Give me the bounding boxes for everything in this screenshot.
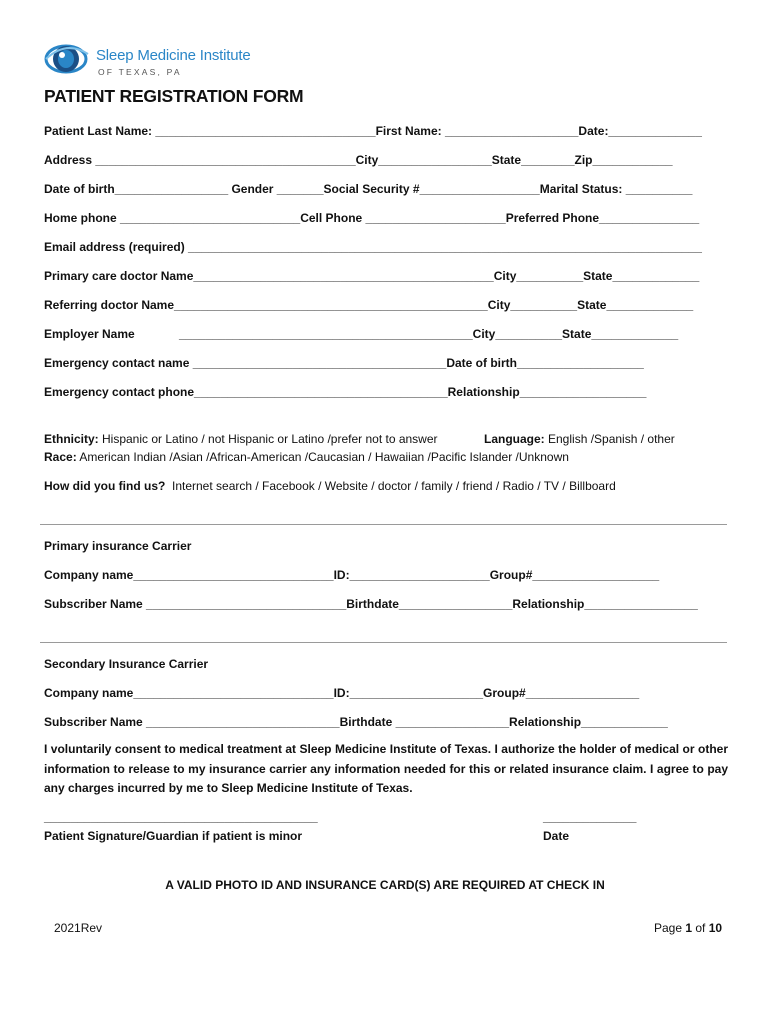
- date-label: Date: [543, 829, 570, 843]
- secondary-company-row[interactable]: Company name______________________________ID:____________________Group#_________________: [44, 686, 640, 700]
- language-row: [484, 432, 675, 446]
- patient-name-row[interactable]: Patient Last Name: _________________________________First Name: ____________________Date:______________: [44, 124, 702, 138]
- signature-line[interactable]: _________________________________________: [44, 810, 318, 824]
- logo-subtitle: OF TEXAS, PA: [98, 67, 182, 77]
- language-options[interactable]: English /Spanish / other: [544, 432, 675, 446]
- page-of: of: [692, 921, 709, 935]
- eye-logo-icon: [44, 42, 92, 76]
- secondary-insurance-heading: Secondary Insurance Carrier: [44, 657, 209, 671]
- primary-insurance-heading: Primary insurance Carrier: [44, 539, 192, 553]
- employer-label: Employer Name: [44, 327, 135, 341]
- revision-label: 2021Rev: [54, 921, 103, 935]
- consent-paragraph: I voluntarily consent to medical treatment at Sleep Medicine Institute of Texas. I authorize the holder of medical or other information to release to my insurance carrier any information needed for this or related insurance claim. I agree to pay any charges incurred by me to Sleep Medicine Institute of Texas.: [44, 742, 728, 795]
- primary-company-row[interactable]: Company name______________________________ID:_____________________Group#___________________: [44, 568, 660, 582]
- page-prefix: Page: [654, 921, 686, 935]
- referral-source-row: [44, 479, 616, 493]
- page-number: [654, 921, 722, 935]
- employer-field[interactable]: ____________________________________________City__________State_____________: [179, 327, 679, 341]
- ethnicity-options[interactable]: Hispanic or Latino / not Hispanic or Latino /prefer not to answer: [98, 432, 438, 446]
- ethnicity-row: [44, 432, 438, 446]
- page-current: 1: [685, 921, 693, 935]
- page-total: 10: [708, 921, 723, 935]
- ethnicity-label: Ethnicity:: [44, 432, 99, 446]
- referral-source-options[interactable]: Internet search / Facebook / Website / doctor / family / friend / Radio / TV / Billboard: [165, 479, 616, 493]
- emergency-contact-name-row[interactable]: Emergency contact name ______________________________________Date of birth___________________: [44, 356, 644, 370]
- primary-subscriber-row[interactable]: Subscriber Name ______________________________Birthdate_________________Relationship_________________: [44, 597, 698, 611]
- referring-doctor-row[interactable]: Referring doctor Name_______________________________________________City__________State_____________: [44, 298, 694, 312]
- form-title: PATIENT REGISTRATION FORM: [44, 86, 304, 106]
- divider-line: [40, 524, 727, 525]
- emergency-contact-phone-row[interactable]: Emergency contact phone______________________________________Relationship___________________: [44, 385, 647, 399]
- date-line[interactable]: ______________: [543, 810, 637, 824]
- address-row[interactable]: Address _______________________________________City_________________State________Zip____________: [44, 153, 673, 167]
- signature-label: Patient Signature/Guardian if patient is minor: [44, 829, 303, 843]
- language-label: Language:: [484, 432, 545, 446]
- divider-line: [40, 642, 727, 643]
- secondary-subscriber-row[interactable]: Subscriber Name _____________________________Birthdate _________________Relationship_____________: [44, 715, 668, 729]
- dob-row[interactable]: Date of birth_________________ Gender _______Social Security #__________________Marital Status: __________: [44, 182, 693, 196]
- email-row[interactable]: Email address (required) _____________________________________________________________________________: [44, 240, 702, 254]
- referral-source-label: How did you find us?: [44, 479, 166, 493]
- race-row: [44, 450, 569, 464]
- primary-doctor-row[interactable]: Primary care doctor Name_____________________________________________City__________State_____________: [44, 269, 700, 283]
- check-in-notice: A VALID PHOTO ID AND INSURANCE CARD(S) ARE REQUIRED AT CHECK IN: [165, 878, 605, 892]
- phone-row[interactable]: Home phone ___________________________Cell Phone _____________________Preferred Phone_______________: [44, 211, 700, 225]
- race-options[interactable]: American Indian /Asian /African-American /Caucasian / Hawaiian /Pacific Islander /Unknown: [76, 450, 569, 464]
- logo: [44, 40, 274, 84]
- race-label: Race:: [44, 450, 77, 464]
- logo-name: Sleep Medicine Institute: [96, 47, 251, 64]
